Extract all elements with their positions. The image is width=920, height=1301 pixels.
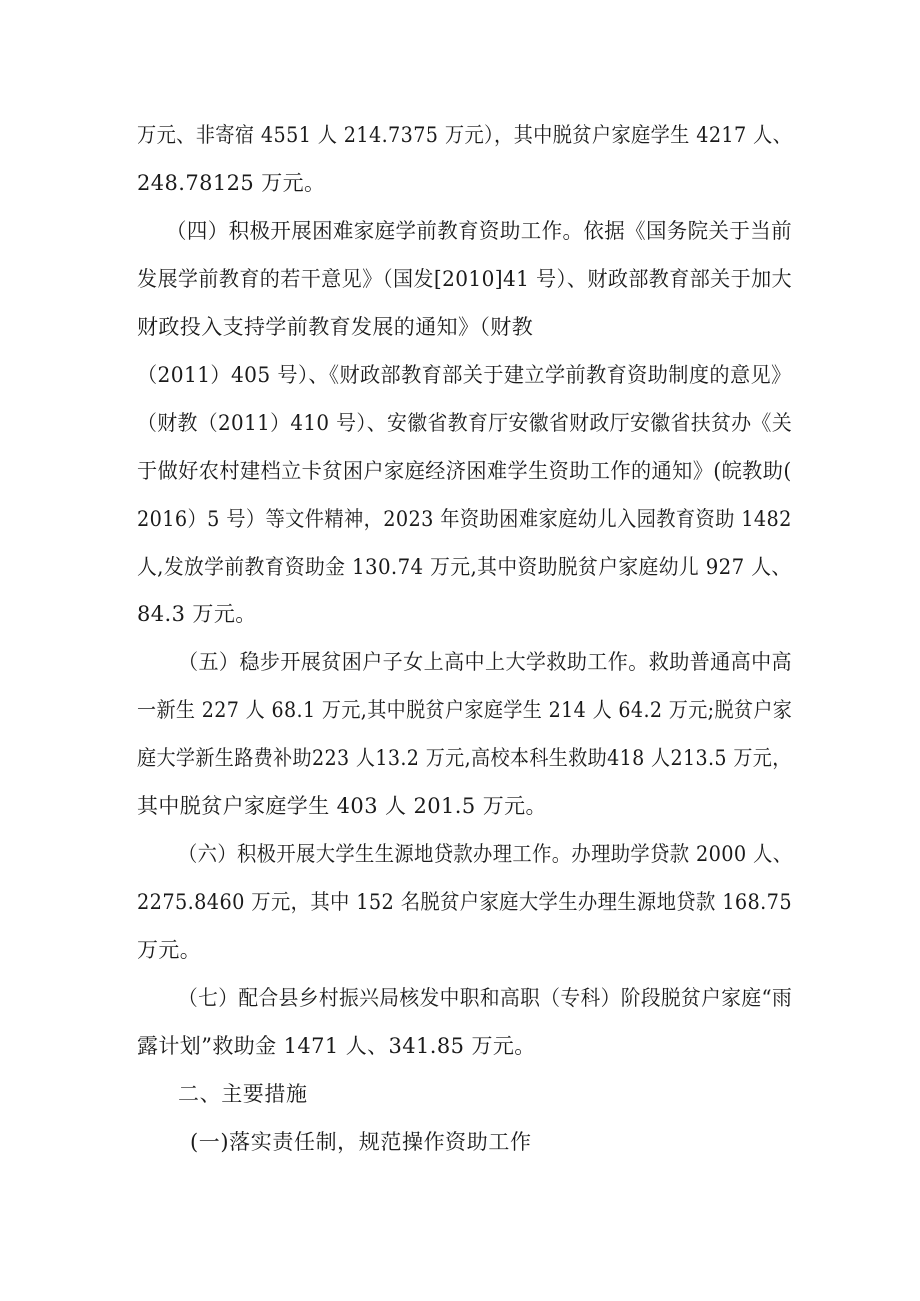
text-line: （七）配合县乡村振兴局核发中职和高职（专科）阶段脱贫户家庭“雨 — [178, 986, 793, 1010]
text-line: 248.78125 万元。 — [137, 171, 326, 195]
text-line: （2011）405 号）、《财政部教育部关于建立学前教育资助制度的意见》 — [137, 363, 792, 387]
text-line: 2275.8460 万元，其中 152 名脱贫户家庭大学生办理生源地贷款 168.75 — [137, 890, 792, 914]
subsection-heading: (一)落实责任制，规范操作资助工作 — [190, 1130, 532, 1154]
section-heading: 二、主要措施 — [178, 1082, 308, 1106]
text-line: （财教（2011）410 号）、安徽省教育厅安徽省财政厅安徽省扶贫办《关 — [137, 411, 793, 435]
text-line: 于做好农村建档立卡贫困户家庭经济困难学生资助工作的通知》(皖教助( — [137, 459, 792, 483]
text-line: 2016）5 号）等文件精神，2023 年资助困难家庭幼儿入园教育资助 1482 — [137, 507, 792, 531]
text-line: 庭大学新生路费补助223 人13.2 万元,高校本科生救助418 人213.5 万元， — [137, 746, 792, 770]
text-line: 财政投入支持学前教育发展的通知》（财教 — [137, 315, 534, 339]
text-line: 露计划”救助金 1471 人、341.85 万元。 — [137, 1034, 536, 1058]
text-line: （四）积极开展困难家庭学前教育资助工作。依据《国务院关于当前 — [166, 219, 793, 243]
text-line: 发展学前教育的若干意见》（国发[2010]41 号）、财政部教育部关于加大 — [137, 267, 793, 291]
text-line: 万元。 — [137, 938, 202, 962]
text-line: 一新生 227 人 68.1 万元,其中脱贫户家庭学生 214 人 64.2 万元;脱贫户家 — [137, 698, 793, 722]
text-line: 人,发放学前教育资助金 130.74 万元,其中资助脱贫户家庭幼儿 927 人、 — [137, 555, 792, 579]
text-line: 84.3 万元。 — [137, 602, 257, 626]
text-line: （五）稳步开展贫困户子女上高中上大学救助工作。救助普通高中高 — [178, 650, 793, 674]
text-line: （六）积极开展大学生生源地贷款办理工作。办理助学贷款 2000 人、 — [178, 842, 793, 866]
text-line: 其中脱贫户家庭学生 403 人 201.5 万元。 — [137, 794, 547, 818]
text-line: 万元、非寄宿 4551 人 214.7375 万元），其中脱贫户家庭学生 4217 人、 — [137, 123, 793, 147]
